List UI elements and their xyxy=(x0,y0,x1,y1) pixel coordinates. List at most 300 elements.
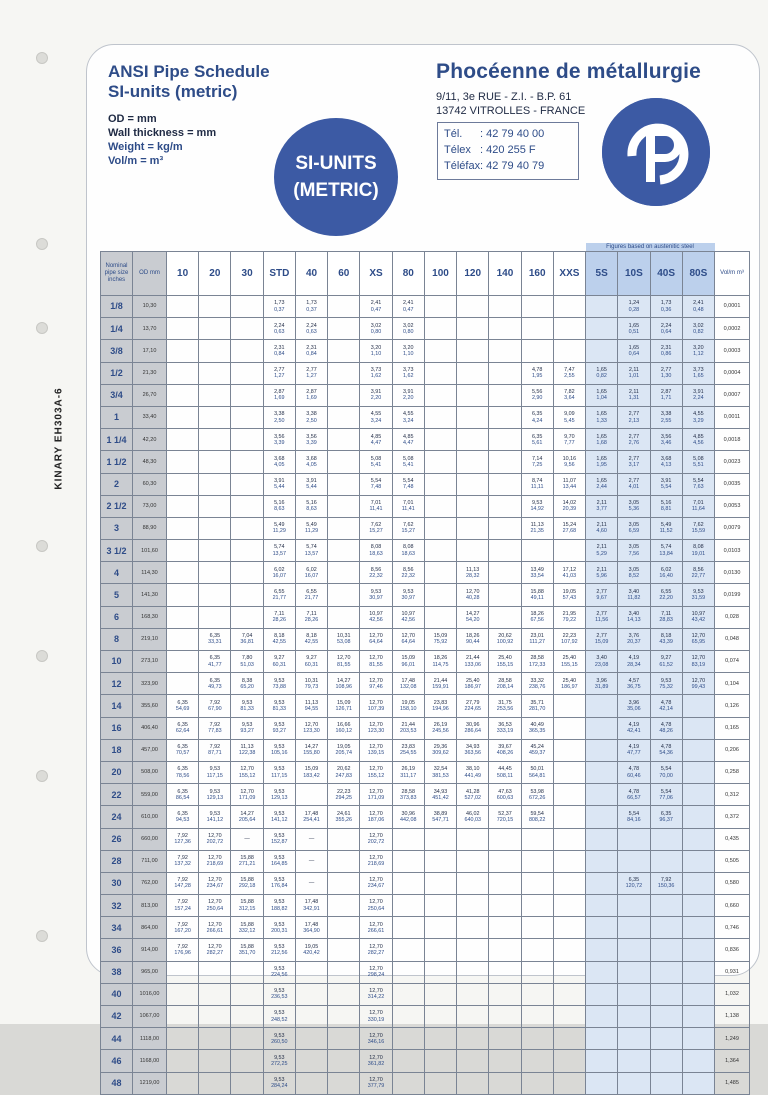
schedule-cell xyxy=(424,828,456,850)
vol-cell: 0,126 xyxy=(715,695,750,717)
schedule-cell xyxy=(360,517,392,539)
weight-kg-per-m: 0,84 xyxy=(306,350,317,357)
weight-kg-per-m: 78,56 xyxy=(175,772,190,779)
schedule-cell xyxy=(457,473,489,495)
schedule-cell xyxy=(360,806,392,828)
wall-thickness: 3,02 xyxy=(370,322,382,329)
schedule-cell xyxy=(392,1006,424,1028)
schedule-cell xyxy=(392,340,424,362)
schedule-cell xyxy=(392,917,424,939)
weight-kg-per-m: 238,76 xyxy=(528,683,546,690)
weight-kg-per-m: 187,06 xyxy=(367,816,385,823)
schedule-cell xyxy=(328,540,360,562)
wall-thickness: 5,54 xyxy=(370,477,382,484)
schedule-cell xyxy=(392,562,424,584)
vol-cell: 0,206 xyxy=(715,739,750,761)
schedule-cell xyxy=(586,917,618,939)
schedule-cell xyxy=(167,872,199,894)
schedule-cell xyxy=(682,917,714,939)
wall-thickness: 9,53 xyxy=(403,588,414,595)
table-row xyxy=(101,628,750,650)
schedule-cell xyxy=(489,473,521,495)
weight-kg-per-m: 253,56 xyxy=(496,705,514,712)
telex-value: : 420 255 F xyxy=(480,144,536,156)
schedule-cell xyxy=(263,983,295,1005)
wall-thickness: 7,01 xyxy=(370,500,382,507)
weight-kg-per-m: 0,47 xyxy=(403,306,414,313)
schedule-cell xyxy=(457,1050,489,1072)
schedule-cell xyxy=(682,673,714,695)
weight-kg-per-m: 0,63 xyxy=(306,328,317,335)
wall-thickness: 8,08 xyxy=(403,544,414,551)
schedule-cell xyxy=(650,651,682,673)
schedule-cell xyxy=(521,1006,553,1028)
schedule-cell xyxy=(521,806,553,828)
weight-kg-per-m: 282,27 xyxy=(206,950,224,957)
schedule-cell xyxy=(586,473,618,495)
weight-kg-per-m: 27,68 xyxy=(562,528,577,535)
schedule-cell xyxy=(392,318,424,340)
schedule-cell xyxy=(489,384,521,406)
schedule-cell xyxy=(553,1072,585,1094)
weight-kg-per-m: 451,42 xyxy=(432,794,449,801)
wall-thickness: 4,55 xyxy=(370,411,382,418)
vol-cell: 0,074 xyxy=(715,651,750,673)
weight-kg-per-m: 22,77 xyxy=(691,572,706,579)
table-row xyxy=(101,384,750,406)
schedule-cell xyxy=(650,517,682,539)
od-cell: 965,00 xyxy=(133,961,167,983)
schedule-cell xyxy=(650,451,682,473)
schedule-cell xyxy=(167,761,199,783)
weight-kg-per-m: 147,28 xyxy=(174,883,191,890)
wall-thickness: 5,49 xyxy=(306,522,317,529)
weight-kg-per-m: 155,12 xyxy=(367,772,385,779)
schedule-cell xyxy=(360,917,392,939)
schedule-cell xyxy=(682,495,714,517)
schedule-cell xyxy=(521,606,553,628)
wall-thickness: 23,01 xyxy=(530,633,544,640)
schedule-cell xyxy=(199,451,231,473)
schedule-cell xyxy=(263,1006,295,1028)
wall-thickness: 9,53 xyxy=(209,788,221,795)
weight-kg-per-m: 22,32 xyxy=(369,572,383,579)
wall-thickness: 6,35 xyxy=(177,766,188,773)
schedule-cell xyxy=(424,850,456,872)
weight-kg-per-m: 49,11 xyxy=(530,595,544,602)
wall-thickness: 4,19 xyxy=(628,655,640,662)
schedule-cell xyxy=(521,651,553,673)
schedule-cell xyxy=(650,739,682,761)
weight-kg-per-m: 1,68 xyxy=(596,439,607,446)
schedule-cell xyxy=(392,673,424,695)
schedule-cell xyxy=(167,828,199,850)
weight-kg-per-m: 11,11 xyxy=(530,484,544,491)
schedule-cell xyxy=(392,717,424,739)
schedule-cell xyxy=(618,1072,650,1094)
weight-kg-per-m: 155,15 xyxy=(496,661,514,668)
schedule-cell xyxy=(553,806,585,828)
schedule-cell xyxy=(553,473,585,495)
schedule-cell xyxy=(618,1006,650,1028)
weight-kg-per-m: 1,62 xyxy=(370,373,382,380)
schedule-cell xyxy=(682,406,714,428)
schedule-cell xyxy=(586,739,618,761)
spec-wall: Wall thickness = mm xyxy=(108,127,217,139)
wall-thickness: 8,38 xyxy=(241,677,253,684)
wall-thickness: 28,58 xyxy=(498,677,512,684)
weight-kg-per-m: 21,35 xyxy=(530,528,544,535)
weight-kg-per-m: 81,33 xyxy=(240,705,254,712)
wall-thickness: 1,73 xyxy=(660,300,672,307)
weight-kg-per-m: 107,92 xyxy=(561,639,578,646)
schedule-cell xyxy=(521,739,553,761)
weight-kg-per-m: 250,64 xyxy=(367,905,385,912)
wall-thickness: 7,92 xyxy=(209,744,221,751)
wall-thickness: 3,96 xyxy=(596,677,607,684)
weight-kg-per-m: 129,13 xyxy=(206,794,224,801)
schedule-cell xyxy=(586,606,618,628)
schedule-cell xyxy=(263,495,295,517)
od-cell: 88,90 xyxy=(133,517,167,539)
weight-kg-per-m: 20,39 xyxy=(562,506,577,513)
schedule-cell xyxy=(231,695,263,717)
schedule-cell xyxy=(167,784,199,806)
schedule-cell xyxy=(424,895,456,917)
weight-kg-per-m: 0,48 xyxy=(693,306,704,313)
weight-kg-per-m: 0,64 xyxy=(628,350,640,357)
wall-thickness: 3,91 xyxy=(403,389,414,396)
wall-thickness: 4,57 xyxy=(628,677,640,684)
weight-kg-per-m: 408,26 xyxy=(496,750,514,757)
wall-thickness: 6,35 xyxy=(177,788,188,795)
schedule-cell xyxy=(263,340,295,362)
pipe-schedule-table xyxy=(100,243,750,1095)
schedule-cell xyxy=(199,939,231,961)
schedule-cell xyxy=(231,1050,263,1072)
weight-kg-per-m: 564,81 xyxy=(528,772,546,779)
schedule-cell xyxy=(199,1028,231,1050)
wall-thickness: 3,02 xyxy=(403,322,414,329)
schedule-cell xyxy=(489,451,521,473)
weight-kg-per-m: 16,40 xyxy=(659,572,673,579)
schedule-cell xyxy=(553,651,585,673)
schedule-cell xyxy=(489,628,521,650)
schedule-cell xyxy=(295,673,327,695)
vol-cell: 0,0011 xyxy=(715,406,750,428)
weight-kg-per-m: 1,10 xyxy=(403,350,414,357)
wall-thickness: 16,66 xyxy=(337,721,351,728)
wall-thickness: 9,53 xyxy=(274,1054,285,1061)
nominal-size-cell: 3 1/2 xyxy=(101,540,133,562)
weight-kg-per-m: 284,24 xyxy=(271,1083,288,1090)
wall-thickness: 40,49 xyxy=(530,721,544,728)
schedule-cell xyxy=(424,318,456,340)
wall-thickness: 9,53 xyxy=(274,810,285,817)
binder-hole xyxy=(36,930,48,942)
weight-kg-per-m: 84,16 xyxy=(627,816,641,823)
weight-kg-per-m: 120,72 xyxy=(625,883,643,890)
tel-label: Tél. xyxy=(444,128,463,140)
wall-thickness: 20,62 xyxy=(337,766,351,773)
wall-thickness: 3,02 xyxy=(693,322,704,329)
wall-thickness: 10,97 xyxy=(369,611,383,618)
wall-thickness: 9,09 xyxy=(564,411,575,418)
wall-thickness: 7,14 xyxy=(531,455,543,462)
wall-thickness: 3,05 xyxy=(628,566,640,573)
schedule-cell xyxy=(618,651,650,673)
spec-od: OD = mm xyxy=(108,113,157,125)
schedule-cell xyxy=(457,584,489,606)
schedule-cell xyxy=(424,340,456,362)
weight-kg-per-m: 19,01 xyxy=(691,550,706,557)
schedule-cell xyxy=(199,584,231,606)
schedule-cell xyxy=(521,939,553,961)
schedule-cell xyxy=(618,606,650,628)
schedule-cell xyxy=(263,562,295,584)
weight-kg-per-m: 186,97 xyxy=(464,683,481,690)
schedule-cell xyxy=(263,1050,295,1072)
schedule-cell xyxy=(618,739,650,761)
schedule-cell xyxy=(392,606,424,628)
schedule-cell xyxy=(360,739,392,761)
schedule-cell xyxy=(553,761,585,783)
wall-thickness: — xyxy=(244,835,250,842)
od-cell: 10,30 xyxy=(133,296,167,318)
schedule-cell xyxy=(424,406,456,428)
schedule-cell xyxy=(167,1028,199,1050)
schedule-cell xyxy=(586,983,618,1005)
weight-kg-per-m: 87,71 xyxy=(208,750,222,757)
wall-thickness: 2,24 xyxy=(274,322,285,329)
wall-thickness: 6,35 xyxy=(628,877,640,884)
weight-kg-per-m: 3,39 xyxy=(306,439,317,446)
schedule-cell xyxy=(650,784,682,806)
schedule-cell xyxy=(167,939,199,961)
schedule-cell xyxy=(457,850,489,872)
od-cell: 1016,00 xyxy=(133,983,167,1005)
schedule-cell xyxy=(360,584,392,606)
schedule-cell xyxy=(263,1028,295,1050)
wall-thickness: 11,13 xyxy=(466,566,480,573)
schedule-cell xyxy=(328,895,360,917)
od-cell: 1118,00 xyxy=(133,1028,167,1050)
schedule-cell xyxy=(521,717,553,739)
wall-thickness: 7,92 xyxy=(209,699,221,706)
schedule-cell xyxy=(650,850,682,872)
wall-thickness: 9,27 xyxy=(306,655,317,662)
schedule-cell xyxy=(167,961,199,983)
schedule-cell xyxy=(586,1050,618,1072)
vol-cell: 0,0003 xyxy=(715,340,750,362)
schedule-cell xyxy=(521,1028,553,1050)
wall-thickness: 15,88 xyxy=(530,588,544,595)
wall-thickness: 12,70 xyxy=(369,943,383,950)
schedule-cell xyxy=(457,318,489,340)
schedule-cell xyxy=(231,473,263,495)
schedule-cell xyxy=(295,917,327,939)
weight-kg-per-m: 31,89 xyxy=(594,683,609,690)
schedule-cell xyxy=(618,584,650,606)
weight-kg-per-m: 254,41 xyxy=(303,816,320,823)
schedule-cell xyxy=(360,429,392,451)
od-cell: 610,00 xyxy=(133,806,167,828)
weight-kg-per-m: 0,82 xyxy=(596,373,607,380)
wall-thickness: 15,88 xyxy=(240,877,254,884)
schedule-cell xyxy=(553,1028,585,1050)
phoceenne-logo-icon xyxy=(602,98,710,206)
schedule-cell xyxy=(199,717,231,739)
wall-thickness: 12,70 xyxy=(369,766,383,773)
schedule-cell xyxy=(521,917,553,939)
wall-thickness: 30,96 xyxy=(401,810,415,817)
table-row xyxy=(101,872,750,894)
weight-kg-per-m: 248,52 xyxy=(271,1016,288,1023)
schedule-cell xyxy=(457,562,489,584)
weight-kg-per-m: 60,46 xyxy=(627,772,641,779)
wall-thickness: 7,62 xyxy=(370,522,382,529)
vol-cell: 1,249 xyxy=(715,1028,750,1050)
schedule-cell xyxy=(457,429,489,451)
weight-kg-per-m: 94,53 xyxy=(175,816,190,823)
schedule-cell xyxy=(392,362,424,384)
wall-thickness: 34,93 xyxy=(433,788,448,795)
schedule-cell xyxy=(457,651,489,673)
schedule-cell xyxy=(489,296,521,318)
weight-kg-per-m: 2,55 xyxy=(660,417,672,424)
table-row xyxy=(101,895,750,917)
schedule-cell xyxy=(457,606,489,628)
schedule-cell xyxy=(457,673,489,695)
wall-thickness: 9,53 xyxy=(274,877,285,884)
wall-thickness: 7,92 xyxy=(177,943,188,950)
weight-kg-per-m: 11,64 xyxy=(691,506,705,513)
od-cell: 48,30 xyxy=(133,451,167,473)
wall-thickness: 21,44 xyxy=(433,677,448,684)
table-row xyxy=(101,318,750,340)
header-left xyxy=(108,62,270,168)
weight-kg-per-m: 0,84 xyxy=(274,350,285,357)
weight-kg-per-m: 342,91 xyxy=(303,905,320,912)
wall-thickness: 29,36 xyxy=(433,744,448,751)
wall-thickness: 12,70 xyxy=(369,744,383,751)
wall-thickness: 12,70 xyxy=(691,655,706,662)
binder-hole xyxy=(36,52,48,64)
schedule-cell xyxy=(424,806,456,828)
schedule-cell xyxy=(199,784,231,806)
schedule-cell xyxy=(295,495,327,517)
weight-kg-per-m: 15,27 xyxy=(369,528,383,535)
weight-kg-per-m: 4,47 xyxy=(370,439,382,446)
wall-thickness: 14,27 xyxy=(240,810,254,817)
schedule-cell xyxy=(553,850,585,872)
schedule-cell xyxy=(167,606,199,628)
weight-kg-per-m: 43,42 xyxy=(691,617,706,624)
schedule-cell xyxy=(263,296,295,318)
schedule-cell xyxy=(586,673,618,695)
schedule-cell xyxy=(553,1006,585,1028)
weight-kg-per-m: 13,44 xyxy=(562,484,577,491)
table-row xyxy=(101,495,750,517)
weight-kg-per-m: 441,49 xyxy=(464,772,481,779)
schedule-cell xyxy=(199,540,231,562)
weight-kg-per-m: 157,24 xyxy=(174,905,191,912)
wall-thickness: 5,74 xyxy=(660,544,672,551)
wall-thickness: 9,53 xyxy=(274,1010,285,1017)
weight-kg-per-m: 152,87 xyxy=(271,839,288,846)
schedule-cell xyxy=(521,961,553,983)
weight-kg-per-m: 2,13 xyxy=(628,417,640,424)
nominal-size-cell: 1 1/2 xyxy=(101,451,133,473)
schedule-cell xyxy=(489,584,521,606)
schedule-cell xyxy=(618,961,650,983)
weight-kg-per-m: 77,83 xyxy=(208,728,222,735)
schedule-cell xyxy=(231,540,263,562)
schedule-cell xyxy=(553,362,585,384)
schedule-cell xyxy=(521,473,553,495)
wall-thickness: 12,70 xyxy=(240,788,254,795)
schedule-header-5s: 5S xyxy=(586,252,618,296)
schedule-cell xyxy=(360,673,392,695)
schedule-cell xyxy=(295,296,327,318)
spec-vol: Vol/m = m³ xyxy=(108,155,164,167)
wall-thickness: 17,48 xyxy=(304,921,319,928)
nominal-size-cell: 1/8 xyxy=(101,296,133,318)
od-header: OD mm xyxy=(133,252,167,296)
weight-kg-per-m: 224,56 xyxy=(271,972,288,979)
schedule-cell xyxy=(328,628,360,650)
company-address-1: 9/11, 3e RUE - Z.I. - B.P. 61 xyxy=(436,91,572,103)
nominal-size-header: Nominal pipe size inches xyxy=(101,252,133,296)
weight-kg-per-m: 351,70 xyxy=(238,950,256,957)
vol-cell: 0,931 xyxy=(715,961,750,983)
wall-thickness: 9,53 xyxy=(274,855,285,862)
od-cell: 17,10 xyxy=(133,340,167,362)
weight-kg-per-m: 79,22 xyxy=(562,617,577,624)
schedule-cell xyxy=(199,895,231,917)
schedule-cell xyxy=(167,540,199,562)
weight-kg-per-m: 43,39 xyxy=(659,639,673,646)
weight-kg-per-m: 4,05 xyxy=(306,461,317,468)
schedule-cell xyxy=(328,384,360,406)
weight-kg-per-m: 67,56 xyxy=(530,617,544,624)
schedule-cell xyxy=(231,673,263,695)
nominal-size-cell: 44 xyxy=(101,1028,133,1050)
schedule-cell xyxy=(328,318,360,340)
schedule-cell xyxy=(328,717,360,739)
wall-thickness: 3,05 xyxy=(628,500,640,507)
schedule-cell xyxy=(521,406,553,428)
wall-thickness: 9,53 xyxy=(370,588,382,595)
weight-kg-per-m: 2,50 xyxy=(306,417,317,424)
schedule-cell xyxy=(682,761,714,783)
schedule-cell xyxy=(231,517,263,539)
schedule-cell xyxy=(167,473,199,495)
schedule-cell xyxy=(295,717,327,739)
weight-kg-per-m: 100,92 xyxy=(496,639,514,646)
weight-kg-per-m: 42,55 xyxy=(272,639,287,646)
schedule-cell xyxy=(231,296,263,318)
schedule-cell xyxy=(424,473,456,495)
vol-cell: 0,258 xyxy=(715,761,750,783)
vol-cell: 0,836 xyxy=(715,939,750,961)
weight-kg-per-m: 1,31 xyxy=(628,395,640,402)
wall-thickness: 12,70 xyxy=(337,655,351,662)
schedule-cell xyxy=(424,584,456,606)
weight-kg-per-m: 1,01 xyxy=(628,373,640,380)
weight-kg-per-m: 64,64 xyxy=(401,639,415,646)
weight-kg-per-m: 14,92 xyxy=(530,506,544,513)
